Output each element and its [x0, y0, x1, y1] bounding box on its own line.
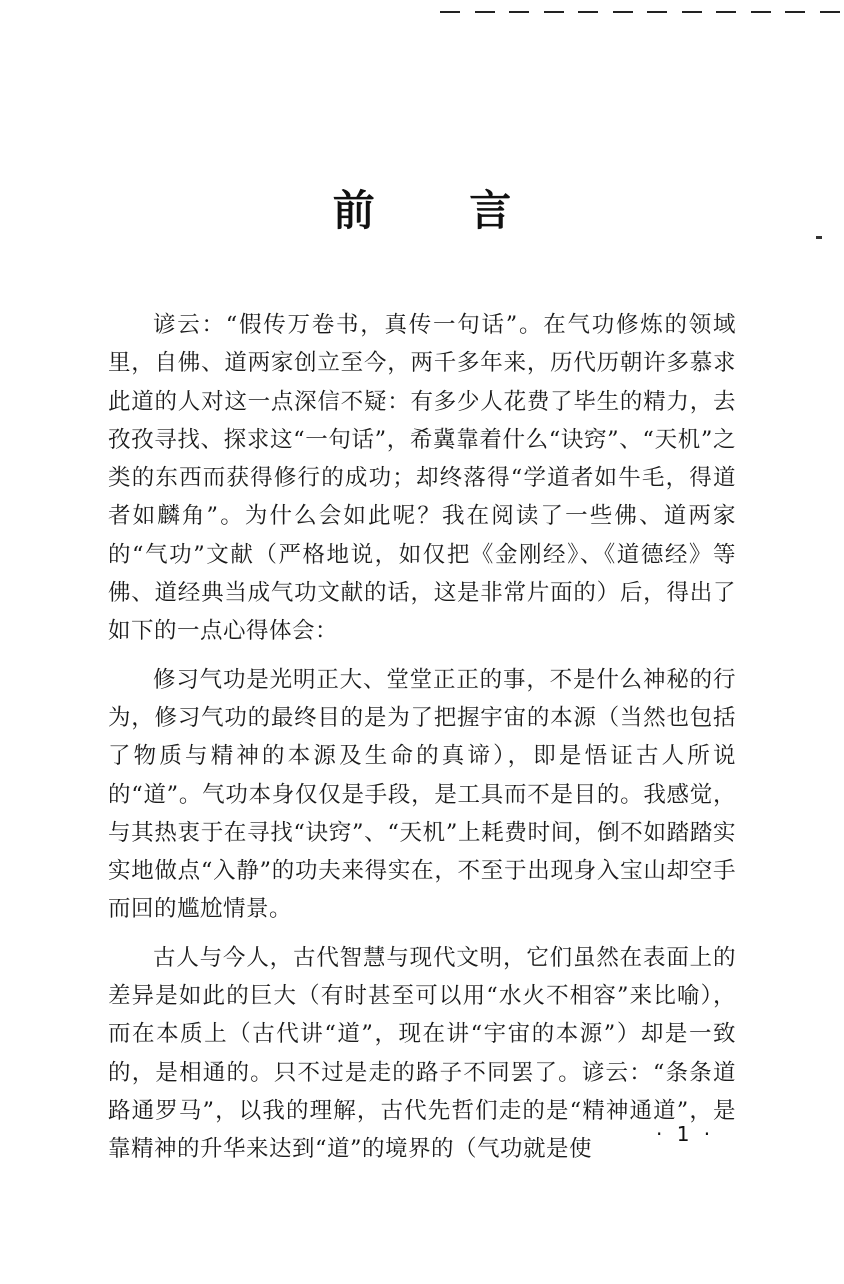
- scan-edge-dashes: [440, 10, 840, 14]
- paragraph-1: 谚云：“假传万卷书，真传一句话”。在气功修炼的领域里，自佛、道两家创立至今，两千多年来，历代历朝许多慕求此道的人对这一点深信不疑：有多少人花费了毕生的精力，去孜孜寻找、探求这“一句话”，希冀靠着什么“诀窍”、“天机”之类的东西而获得修行的成功；却终落得“学道者如牛毛，得道者如麟角”。为什么会如此呢？我在阅读了一些佛、道两家的“气功”文献（严格地说，如仅把《金刚经》、《道德经》等佛、道经典当成气功文献的话，这是非常片面的）后，得出了如下的一点心得体会：: [108, 312, 736, 645]
- paragraph-2: 修习气功是光明正大、堂堂正正的事，不是什么神秘的行为，修习气功的最终目的是为了把握宇宙的本源（当然也包括了物质与精神的本源及生命的真谛），即是悟证古人所说的“道”。气功本身仅仅是手段，是工具而不是目的。我感觉，与其热衷于在寻找“诀窍”、“天机”上耗费时间，倒不如踏踏实实地做点“入静”的功夫来得实在，不至于出现身入宝山却空手而回的尴尬情景。: [108, 666, 736, 923]
- page-number: · 1 ·: [656, 1122, 715, 1146]
- page-title: 前 言: [332, 186, 552, 235]
- paragraph-3: 古人与今人，古代智慧与现代文明，它们虽然在表面上的差异是如此的巨大（有时甚至可以用“水火不相容”来比喻），而在本质上（古代讲“道”，现在讲“宇宙的本源”）却是一致的，是相通的。只不过是走的路子不同罢了。谚云：“条条道路通罗马”，以我的理解，古代先哲们走的是“精神通道”，是靠精神的升华来达到“道”的境界的（气功就是使: [108, 944, 736, 1163]
- body-text: [108, 306, 736, 1169]
